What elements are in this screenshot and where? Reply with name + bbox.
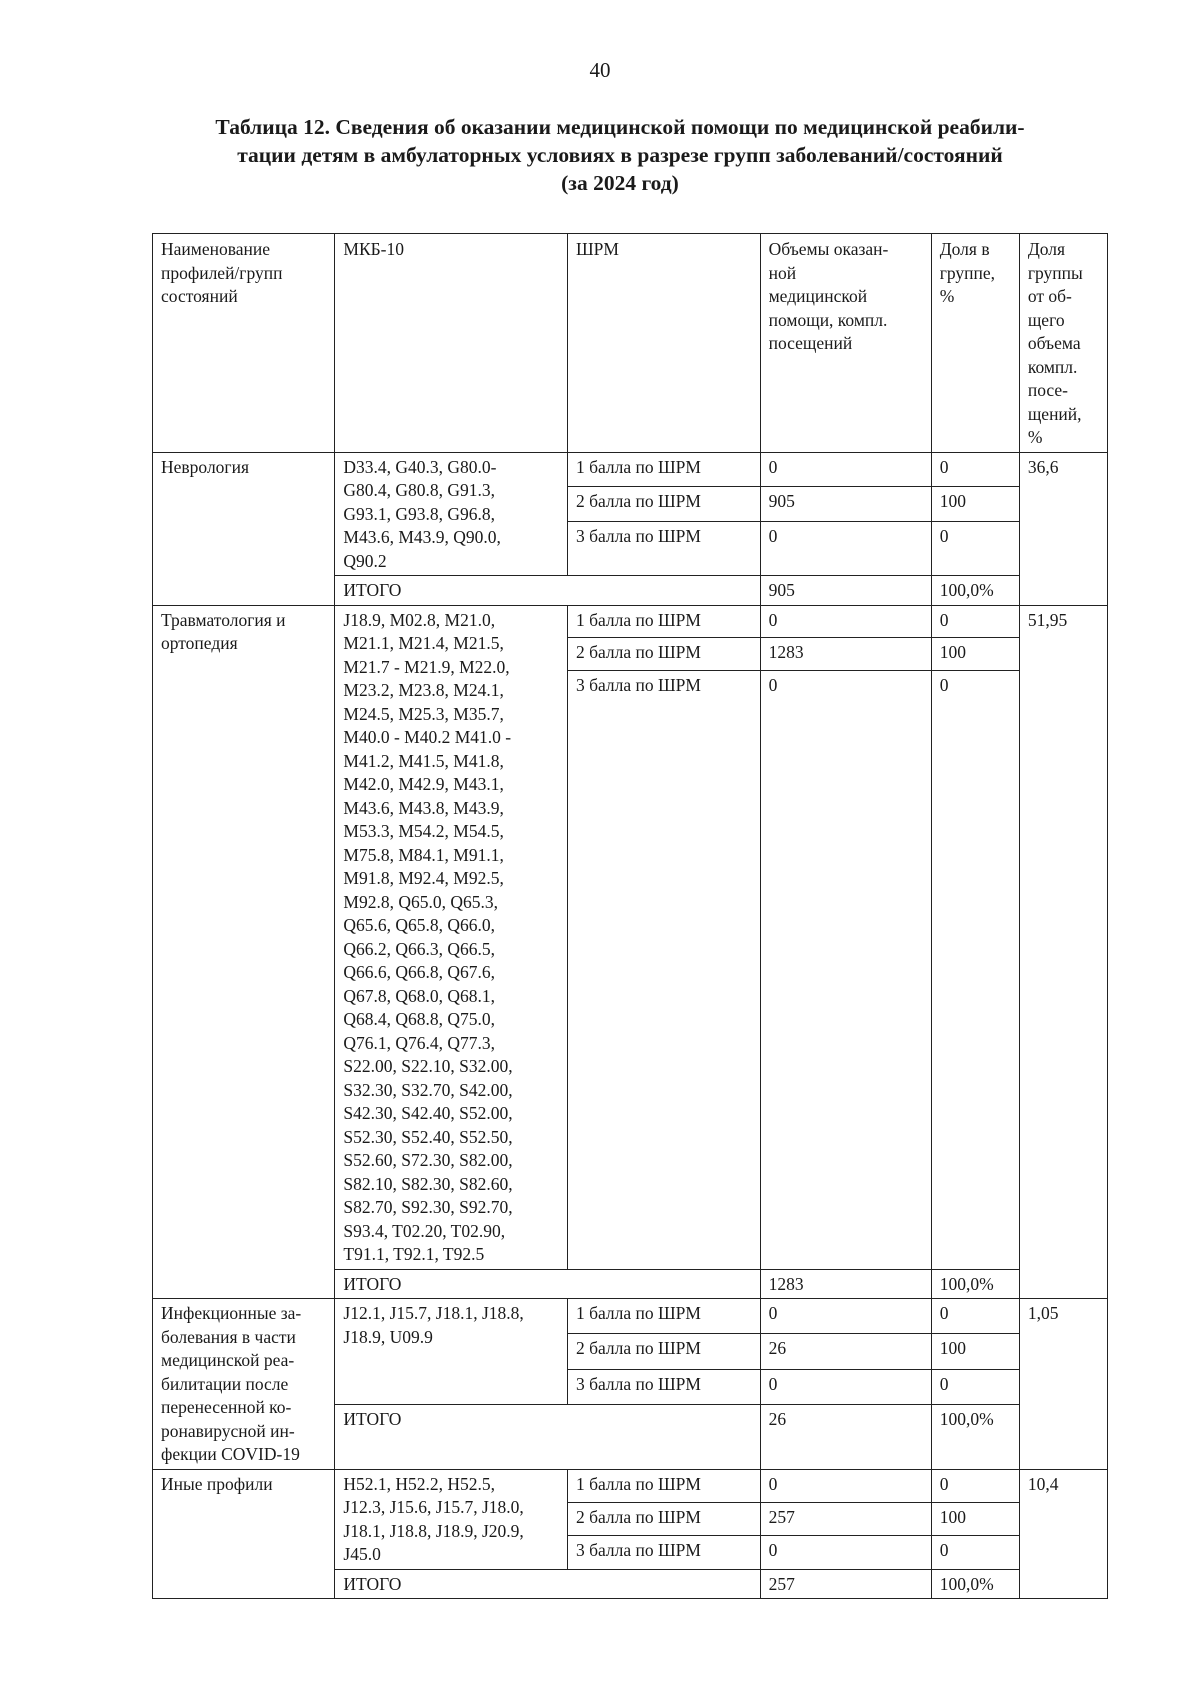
text-line: Q65.6, Q65.8, Q66.0, — [343, 915, 496, 935]
text-line: билитации после — [161, 1373, 289, 1394]
text-line: J12.3, J15.6, J15.7, J18.0, — [343, 1497, 524, 1517]
volume-value: 0 — [760, 1536, 931, 1569]
text-line: J45.0 — [343, 1544, 381, 1564]
total-share: 100,0% — [931, 1404, 1019, 1469]
group-share-of-total: 1,05 — [1019, 1299, 1107, 1470]
total-label: ИТОГО — [335, 1404, 760, 1469]
text-line: M40.0 - M40.2 M41.0 - — [343, 727, 512, 747]
share-in-group: 100 — [931, 638, 1019, 671]
mkb-codes — [335, 1299, 568, 1405]
share-in-group: 100 — [931, 1334, 1019, 1369]
text-line: M91.8, M92.4, M92.5, — [343, 868, 504, 888]
total-volume: 26 — [760, 1404, 931, 1469]
text-line: Инфекционные за- — [161, 1303, 302, 1323]
rehabilitation-table — [152, 233, 1108, 1599]
text-line: S82.10, S82.30, S82.60, — [343, 1173, 513, 1194]
volume-value: 0 — [760, 1469, 931, 1502]
volume-value: 0 — [760, 452, 931, 487]
text-line: M42.0, M42.9, M43.1, — [343, 774, 504, 794]
title-line-2: тации детям в амбулаторных условиях в разрезе групп заболеваний/состояний — [237, 143, 1003, 167]
text-line: D33.4, G40.3, G80.0- — [343, 456, 497, 477]
groups-body — [153, 452, 1108, 1599]
total-label: ИТОГО — [335, 576, 760, 606]
text-line: Q90.2 — [343, 550, 387, 571]
text-line: ортопедия — [161, 633, 238, 653]
text-line: J18.9, M02.8, M21.0, — [343, 609, 496, 630]
share-in-group: 0 — [931, 1536, 1019, 1569]
text-line: перенесенной ко- — [161, 1397, 292, 1417]
table-title — [150, 113, 1090, 197]
text-line: фекции COVID-19 — [161, 1444, 300, 1464]
text-line: J12.1, J15.7, J18.1, J18.8, — [343, 1303, 524, 1323]
table-row — [153, 605, 1108, 638]
shrm-score: 1 балла по ШРМ — [567, 605, 760, 638]
share-in-group: 0 — [931, 670, 1019, 1269]
header-mkb: МКБ-10 — [335, 234, 568, 453]
text-line: M23.2, M23.8, M24.1, — [343, 680, 504, 700]
header-share-of-total: Доля группы от об- щего объема компл. посе- щений, % — [1019, 234, 1107, 453]
total-share: 100,0% — [931, 1269, 1019, 1299]
table-row — [153, 1299, 1108, 1334]
share-in-group: 0 — [931, 522, 1019, 576]
shrm-score: 1 балла по ШРМ — [567, 452, 760, 487]
header-profile: Наименование профилей/групп состояний — [153, 234, 335, 453]
text-line: M92.8, Q65.0, Q65.3, — [343, 891, 498, 912]
share-in-group: 100 — [931, 487, 1019, 522]
total-volume: 257 — [760, 1569, 931, 1599]
shrm-score: 3 балла по ШРМ — [567, 522, 760, 576]
group-share-of-total: 51,95 — [1019, 605, 1107, 1299]
share-in-group: 0 — [931, 1469, 1019, 1502]
shrm-score: 2 балла по ШРМ — [567, 638, 760, 671]
text-line: H52.1, H52.2, H52.5, — [343, 1473, 496, 1494]
share-in-group: 0 — [931, 1299, 1019, 1334]
mkb-codes — [335, 1469, 568, 1569]
title-line-3: (за 2024 год) — [561, 171, 679, 195]
text-line: M21.1, M21.4, M21.5, — [343, 633, 504, 653]
text-line: G80.4, G80.8, G91.3, — [343, 480, 496, 500]
text-line: S32.30, S32.70, S42.00, — [343, 1079, 513, 1100]
table-row — [153, 1469, 1108, 1502]
text-line: S52.60, S72.30, S82.00, — [343, 1150, 513, 1170]
total-share: 100,0% — [931, 576, 1019, 606]
group-name — [153, 1299, 335, 1470]
shrm-score: 1 балла по ШРМ — [567, 1469, 760, 1502]
text-line: J18.1, J18.8, J18.9, J20.9, — [343, 1520, 524, 1541]
shrm-score: 1 балла по ШРМ — [567, 1299, 760, 1334]
text-line: Q67.8, Q68.0, Q68.1, — [343, 985, 496, 1006]
volume-value: 0 — [760, 522, 931, 576]
total-label: ИТОГО — [335, 1569, 760, 1599]
text-line: Q68.4, Q68.8, Q75.0, — [343, 1009, 496, 1029]
text-line: S52.30, S52.40, S52.50, — [343, 1126, 513, 1147]
group-name — [153, 452, 335, 605]
text-line: M41.2, M41.5, M41.8, — [343, 750, 504, 771]
header-volume: Объемы оказан- ной медицинской помощи, компл. посещений — [760, 234, 931, 453]
group-share-of-total: 10,4 — [1019, 1469, 1107, 1599]
text-line: T91.1, T92.1, T92.5 — [343, 1244, 485, 1264]
text-line: Q76.1, Q76.4, Q77.3, — [343, 1032, 496, 1053]
text-line: S42.30, S42.40, S52.00, — [343, 1103, 513, 1123]
text-line: J18.9, U09.9 — [343, 1326, 433, 1347]
table-row — [153, 452, 1108, 487]
header-shrm: ШРМ — [567, 234, 760, 453]
total-volume: 905 — [760, 576, 931, 606]
volume-value: 0 — [760, 670, 931, 1269]
text-line: G93.1, G93.8, G96.8, — [343, 503, 496, 524]
text-line: M53.3, M54.2, M54.5, — [343, 821, 504, 841]
text-line: Травматология и — [161, 609, 286, 630]
share-in-group: 0 — [931, 605, 1019, 638]
shrm-score: 2 балла по ШРМ — [567, 1334, 760, 1369]
text-line: Q66.6, Q66.8, Q67.6, — [343, 962, 496, 982]
shrm-score: 3 балла по ШРМ — [567, 1369, 760, 1404]
header-row — [153, 234, 1108, 453]
text-line: болевания в части — [161, 1326, 296, 1347]
share-in-group: 0 — [931, 452, 1019, 487]
shrm-score: 2 балла по ШРМ — [567, 1502, 760, 1535]
volume-value: 257 — [760, 1502, 931, 1535]
volume-value: 26 — [760, 1334, 931, 1369]
text-line: M75.8, M84.1, M91.1, — [343, 844, 504, 865]
header-share-in-group: Доля в группе, % — [931, 234, 1019, 453]
total-label: ИТОГО — [335, 1269, 760, 1299]
volume-value: 0 — [760, 605, 931, 638]
text-line: M24.5, M25.3, M35.7, — [343, 703, 504, 724]
mkb-codes — [335, 605, 568, 1269]
text-line: медицинской реа- — [161, 1350, 295, 1370]
volume-value: 905 — [760, 487, 931, 522]
group-name — [153, 1469, 335, 1599]
text-line: M21.7 - M21.9, M22.0, — [343, 656, 510, 677]
share-in-group: 100 — [931, 1502, 1019, 1535]
text-line: S22.00, S22.10, S32.00, — [343, 1056, 513, 1076]
text-line: ронавирусной ин- — [161, 1420, 295, 1441]
text-line: S93.4, T02.20, T02.90, — [343, 1220, 506, 1241]
shrm-score: 2 балла по ШРМ — [567, 487, 760, 522]
volume-value: 0 — [760, 1299, 931, 1334]
page-number: 40 — [589, 58, 611, 82]
text-line: S82.70, S92.30, S92.70, — [343, 1197, 513, 1217]
total-share: 100,0% — [931, 1569, 1019, 1599]
shrm-score: 3 балла по ШРМ — [567, 670, 760, 1269]
mkb-codes — [335, 452, 568, 576]
title-line-1: Таблица 12. Сведения об оказании медицинской помощи по медицинской реабили- — [215, 115, 1025, 139]
text-line: Неврология — [161, 456, 250, 477]
share-in-group: 0 — [931, 1369, 1019, 1404]
group-name — [153, 605, 335, 1299]
text-line: M43.6, M43.8, M43.9, — [343, 797, 504, 818]
shrm-score: 3 балла по ШРМ — [567, 1536, 760, 1569]
text-line: Иные профили — [161, 1473, 273, 1494]
group-share-of-total: 36,6 — [1019, 452, 1107, 605]
text-line: M43.6, M43.9, Q90.0, — [343, 527, 501, 547]
total-volume: 1283 — [760, 1269, 931, 1299]
text-line: Q66.2, Q66.3, Q66.5, — [343, 938, 496, 959]
volume-value: 1283 — [760, 638, 931, 671]
volume-value: 0 — [760, 1369, 931, 1404]
